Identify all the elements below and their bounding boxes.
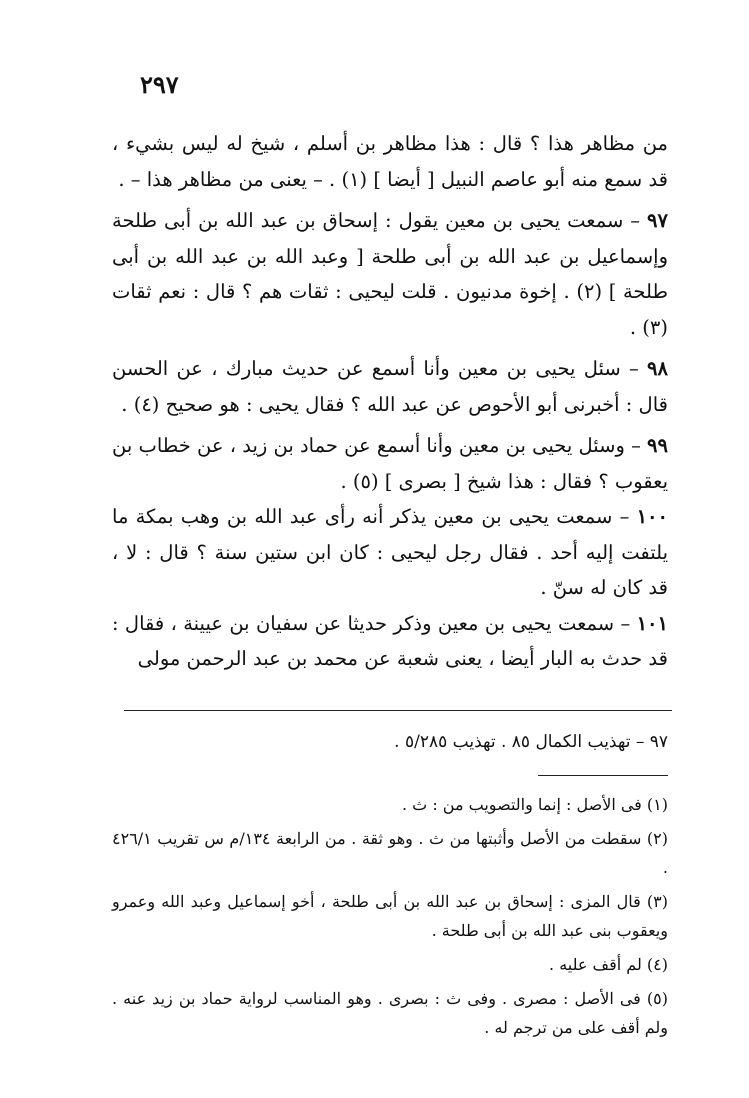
entry-99 <box>112 428 668 499</box>
entry-98 <box>112 351 668 422</box>
source-note: ٩٧ – تهذيب الكمال ٨٥ . تهذيب ٥/٢٨٥ . <box>394 732 668 752</box>
entry-97 <box>112 203 668 345</box>
paragraph-continuation <box>112 126 668 197</box>
text-divider <box>124 710 672 711</box>
footnote-3: (٣) قال المزى : إسحاق بن عبد الله بن أبى طلحة ، أخو إسماعيل وعبد الله وعمرو ويعقوب بنى عبد الله بن أبى طلحة . <box>112 892 668 940</box>
entry-number: ٩٩ <box>647 434 668 457</box>
page-number: ٢٩٧ <box>140 70 179 99</box>
footnote-5: (٥) فى الأصل : مصرى . وفى ث : بصرى . وهو المناسب لرواية حماد بن زيد عنه . ولم أقف على من ترجم له . <box>112 989 668 1037</box>
paragraph-text: من مظاهر هذا ؟ قال : هذا مظاهر بن أسلم ، شيخ له ليس بشيء ، قد سمع منه أبو عاصم النبيل [ أيضا ] (١) . – يعنى من مظاهر هذا – . <box>112 132 668 191</box>
entry-text: – وسئل يحيى بن معين وأنا أسمع عن حماد بن زيد ، عن خطاب بن يعقوب ؟ فقال : هذا شيخ [ بصرى ] (٥) . <box>112 434 668 493</box>
main-text <box>112 126 668 677</box>
footnote-divider <box>538 775 668 776</box>
entry-number: ١٠١ <box>636 611 668 635</box>
entry-101 <box>112 606 668 677</box>
entry-100 <box>112 499 668 606</box>
entry-number: ١٠٠ <box>636 505 668 528</box>
entry-text: – سمعت يحيى بن معين يذكر أنه رأى عبد الله بن وهب بمكة ما يلتفت إليه أحد . فقال رجل ليحيى : كان ابن ستين سنة ؟ قال : لا ، قد كان له سنّ . <box>112 505 668 599</box>
footnote-2: (٢) سقطت من الأصل وأثبتها من ث . وهو ثقة . من الرابعة ١٣٤/م س تقريب ٤٢٦/١ . <box>112 829 669 877</box>
entry-text: – سمعت يحيى بن معين يقول : إسحاق بن عبد الله بن أبى طلحة وإسماعيل بن عبد الله بن أبى طلحة [ وعبد الله بن عبد الله بن أبى طلحة ] (٢) . إخوة مدنيون . قلت ليحيى : ثقات هم ؟ قال : نعم ثقات (٣) . <box>112 209 668 339</box>
entry-number: ٩٧ <box>647 209 668 232</box>
footnotes <box>112 790 668 1047</box>
footnote-1: (١) فى الأصل : إنما والتصويب من : ث . <box>402 795 668 814</box>
footnote-4: (٤) لم أقف عليه . <box>549 955 668 974</box>
entry-text: – سمعت يحيى بن معين وذكر حديثا عن سفيان بن عيينة ، فقال : قد حدث به البار أيضا ، يعنى شعبة عن محمد بن عبد الرحمن مولى <box>112 611 668 670</box>
entry-text: – سئل يحيى بن معين وأنا أسمع عن حديث مبارك ، عن الحسن قال : أخبرنى أبو الأحوص عن عبد الله ؟ فقال يحيى : هو صحيح (٤) . <box>112 357 668 416</box>
entry-number: ٩٨ <box>647 357 668 380</box>
